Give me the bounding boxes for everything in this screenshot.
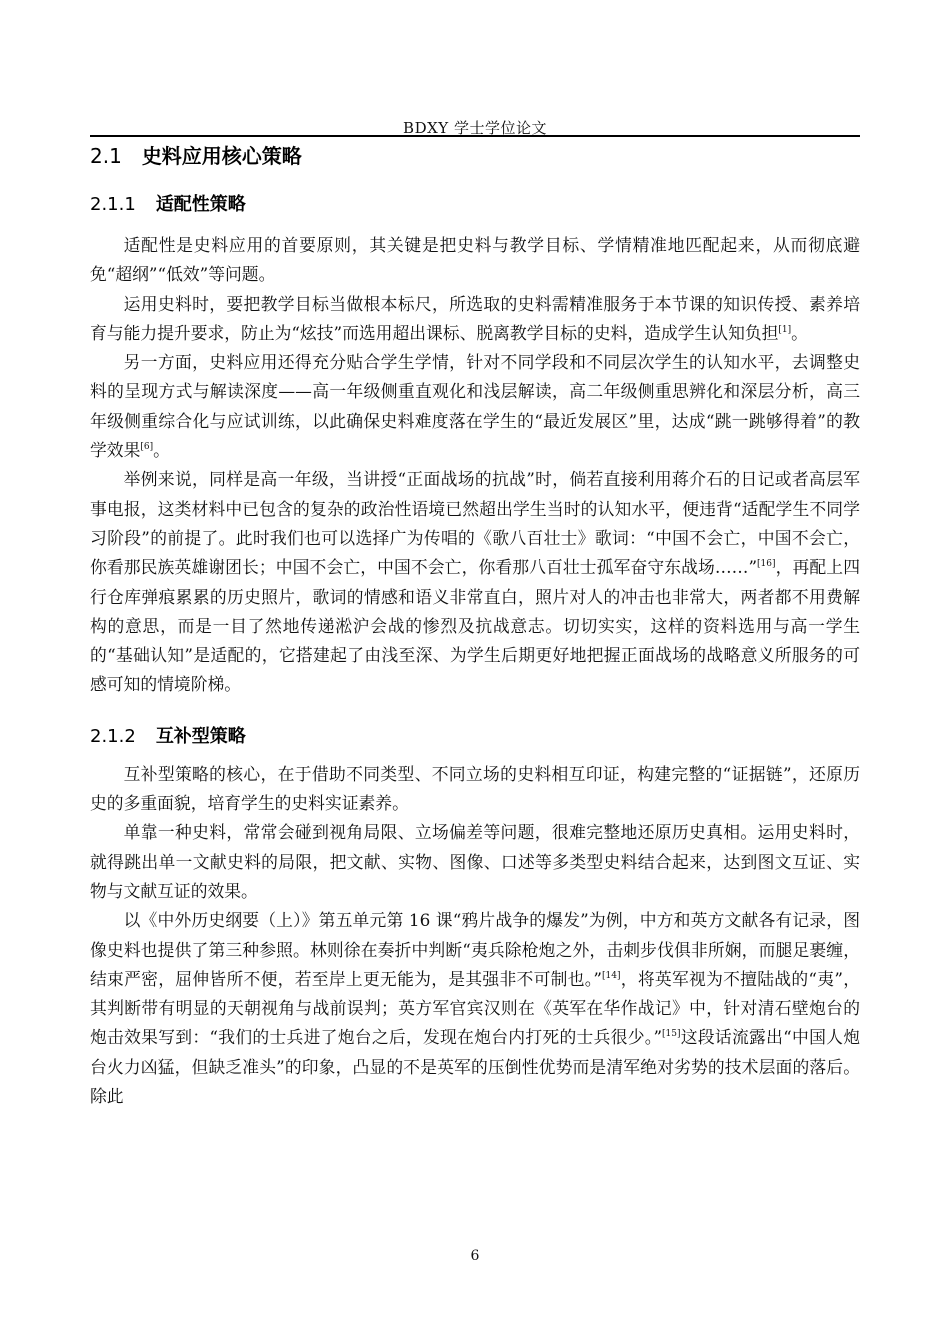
subsection-number: 2.1.2 [90, 725, 136, 747]
paragraph: 适配性是史料应用的首要原则，其关键是把史料与教学目标、学情精准地匹配起来，从而彻底避免“超纲”“低效”等问题。 [90, 235, 860, 285]
paragraph: 以《中外历史纲要（上）》第五单元第 16 课“鸦片战争的爆发”为例，中方和英方文献各有记录，图像史料也提供了第三种参照。林则徐在奏折中判断“夷兵除枪炮之外，击刺步伐俱非所娴，而腿足裹缠，结束严密，屈伸皆所不便，若至岸上更无能为，是其强非不可制也。”[14]，将英军视为不擅陆战的“夷”，其判断带有明显的天朝视角与战前误判；英方军官宾汉则在《英军在华作战记》中，针对清石壁炮台的炮击效果写到：“我们的士兵进了炮台之后，发现在炮台内打死的士兵很少。”[15]这段话流露出“中国人炮台火力凶猛，但缺乏准头”的印象，凸显的不是英军的压倒性优势而是清军绝对劣势的技术层面的落后。除此 [90, 910, 860, 1107]
citation: [16] [757, 559, 776, 570]
section-number: 2.1 [90, 144, 122, 168]
paragraph: 运用史料时，要把教学目标当做根本标尺，所选取的史料需精准服务于本节课的知识传授、素养培育与能力提升要求，防止为“炫技”而选用超出课标、脱离教学目标的史料，造成学生认知负担[1]。 [90, 293, 860, 343]
subsection-title: 适配性策略 [155, 194, 246, 215]
citation: [14] [602, 970, 621, 981]
section-heading [90, 142, 860, 170]
page-number: 6 [470, 1248, 480, 1264]
subsection-number: 2.1.1 [90, 194, 136, 215]
subsection-heading [90, 724, 860, 750]
running-header: BDXY 学士学位论文 [403, 119, 547, 137]
citation: [15] [662, 1029, 681, 1040]
paragraph: 另一方面，史料应用还得充分贴合学生学情，针对不同学段和不同层次学生的认知水平，去调整史料的呈现方式与解读深度——高一年级侧重直观化和浅层解读，高二年级侧重思辨化和深层分析，高三年级侧重综合化与应试训练，以此确保史料难度落在学生的“最近发展区”里，达成“跳一跳够得着”的教学效果[6]。 [90, 352, 860, 461]
section-title: 史料应用核心策略 [141, 144, 302, 168]
page-body [90, 138, 860, 1111]
citation: [6] [140, 442, 154, 453]
subsection-heading [90, 192, 860, 218]
header-rule [90, 135, 860, 137]
citation: [1] [778, 324, 792, 335]
subsection-title: 互补型策略 [155, 725, 246, 747]
paragraph: 举例来说，同样是高一年级，当讲授“正面战场的抗战”时，倘若直接利用蒋介石的日记或者高层军事电报，这类材料中已包含的复杂的政治性语境已然超出学生当时的认知水平，便违背“适配学生不同学习阶段”的前提了。此时我们也可以选择广为传唱的《歌八百壮士》歌词：“中国不会亡，中国不会亡，你看那民族英雄谢团长；中国不会亡，中国不会亡，你看那八百壮士孤军奋守东战场……”[16]，再配上四行仓库弹痕累累的历史照片，歌词的情感和语义非常直白，照片对人的冲击也非常大，两者都不用费解构的意思，而是一目了然地传递淞沪会战的惨烈及抗战意志。切切实实，这样的资料选用与高一学生的“基础认知”是适配的，它搭建起了由浅至深、为学生后期更好地把握正面战场的战略意义所服务的可感可知的情境阶梯。 [90, 469, 860, 695]
paragraph: 单靠一种史料，常常会碰到视角局限、立场偏差等问题，很难完整地还原历史真相。运用史料时，就得跳出单一文献史料的局限，把文献、实物、图像、口述等多类型史料结合起来，达到图文互证、实物与文献互证的效果。 [90, 822, 860, 901]
paragraph: 互补型策略的核心，在于借助不同类型、不同立场的史料相互印证，构建完整的“证据链”，还原历史的多重面貌，培育学生的史料实证素养。 [90, 763, 860, 814]
